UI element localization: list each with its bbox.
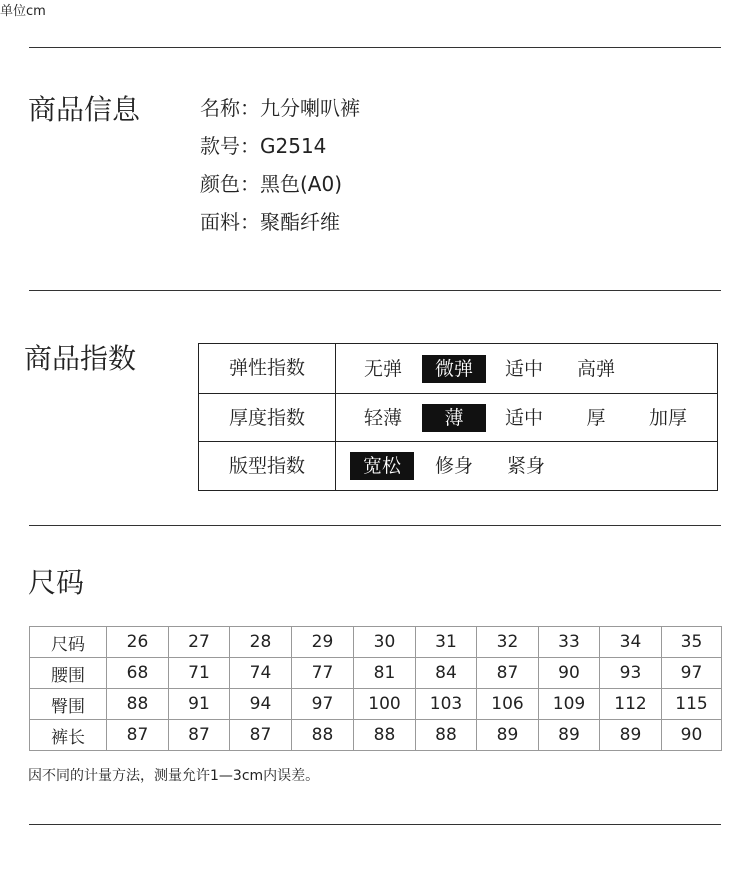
- table-cell: 87: [169, 720, 230, 751]
- table-cell: 81: [354, 658, 416, 689]
- index-option: 适中: [504, 407, 543, 429]
- table-cell: 71: [169, 658, 230, 689]
- table-row-length: [30, 720, 722, 751]
- table-cell: 28: [230, 627, 292, 658]
- table-cell: 90: [539, 658, 600, 689]
- table-cell: 88: [354, 720, 416, 751]
- table-cell: 88: [292, 720, 354, 751]
- table-cell: 34: [600, 627, 662, 658]
- table-cell: 77: [292, 658, 354, 689]
- size-unit-label: 单位cm: [0, 4, 46, 19]
- table-row-hip: [30, 689, 722, 720]
- table-cell: 31: [416, 627, 477, 658]
- index-label: 弹性指数: [199, 344, 336, 393]
- index-option: 轻薄: [363, 407, 402, 429]
- index-option: 高弹: [576, 358, 615, 380]
- table-cell: 84: [416, 658, 477, 689]
- row-header: 尺码: [30, 627, 107, 658]
- index-option: 紧身: [506, 455, 545, 477]
- table-cell: 97: [662, 658, 722, 689]
- table-cell: 30: [354, 627, 416, 658]
- table-cell: 97: [292, 689, 354, 720]
- divider-info-index: [29, 290, 721, 291]
- table-cell: 87: [230, 720, 292, 751]
- section-title-size: 尺码: [28, 566, 85, 599]
- row-header: 腰围: [30, 658, 107, 689]
- table-cell: 87: [107, 720, 169, 751]
- table-cell: 93: [600, 658, 662, 689]
- row-header: 臀围: [30, 689, 107, 720]
- table-row-waist: [30, 658, 722, 689]
- index-option: 无弹: [363, 358, 402, 380]
- table-cell: 26: [107, 627, 169, 658]
- table-cell: 89: [600, 720, 662, 751]
- measurement-note: 因不同的计量方法，测量允许1—3cm内误差。: [28, 768, 320, 784]
- table-cell: 103: [416, 689, 477, 720]
- section-title-product-index: 商品指数: [24, 342, 137, 375]
- table-cell: 88: [416, 720, 477, 751]
- index-option: 修身: [434, 455, 473, 477]
- table-cell: 90: [662, 720, 722, 751]
- table-cell: 112: [600, 689, 662, 720]
- divider-bottom: [29, 824, 721, 825]
- table-cell: 27: [169, 627, 230, 658]
- table-cell: 32: [477, 627, 539, 658]
- info-item-name: 名称：九分喇叭裤: [200, 96, 360, 120]
- index-option-selected: 微弹: [422, 355, 486, 383]
- table-cell: 94: [230, 689, 292, 720]
- table-cell: 68: [107, 658, 169, 689]
- table-cell: 35: [662, 627, 722, 658]
- table-cell: 33: [539, 627, 600, 658]
- table-cell: 100: [354, 689, 416, 720]
- info-item-fabric: 面料：聚酯纤维: [200, 210, 340, 234]
- index-option-selected: 宽松: [350, 452, 414, 480]
- product-info-list: [200, 92, 360, 244]
- table-row-size: [30, 627, 722, 658]
- index-label: 厚度指数: [199, 394, 336, 443]
- index-row-fit: [199, 441, 717, 491]
- table-cell: 109: [539, 689, 600, 720]
- index-option: 加厚: [648, 407, 687, 429]
- row-header: 裤长: [30, 720, 107, 751]
- info-item-style-number: 款号：G2514: [200, 134, 327, 158]
- table-cell: 87: [477, 658, 539, 689]
- index-row-elasticity: [199, 344, 717, 393]
- index-option-selected: 薄: [422, 404, 486, 432]
- table-cell: 89: [477, 720, 539, 751]
- table-cell: 29: [292, 627, 354, 658]
- divider-top: [29, 47, 721, 48]
- table-cell: 89: [539, 720, 600, 751]
- table-cell: 115: [662, 689, 722, 720]
- index-option: 适中: [504, 358, 543, 380]
- table-cell: 74: [230, 658, 292, 689]
- divider-index-size: [29, 525, 721, 526]
- product-index-table: [198, 343, 718, 491]
- table-cell: 91: [169, 689, 230, 720]
- table-cell: 106: [477, 689, 539, 720]
- index-row-thickness: [199, 393, 717, 443]
- table-cell: 88: [107, 689, 169, 720]
- index-option: 厚: [586, 407, 606, 429]
- info-item-color: 颜色：黑色(A0): [200, 172, 343, 196]
- index-label: 版型指数: [199, 442, 336, 491]
- section-title-product-info: 商品信息: [28, 93, 141, 126]
- size-table: [29, 626, 722, 751]
